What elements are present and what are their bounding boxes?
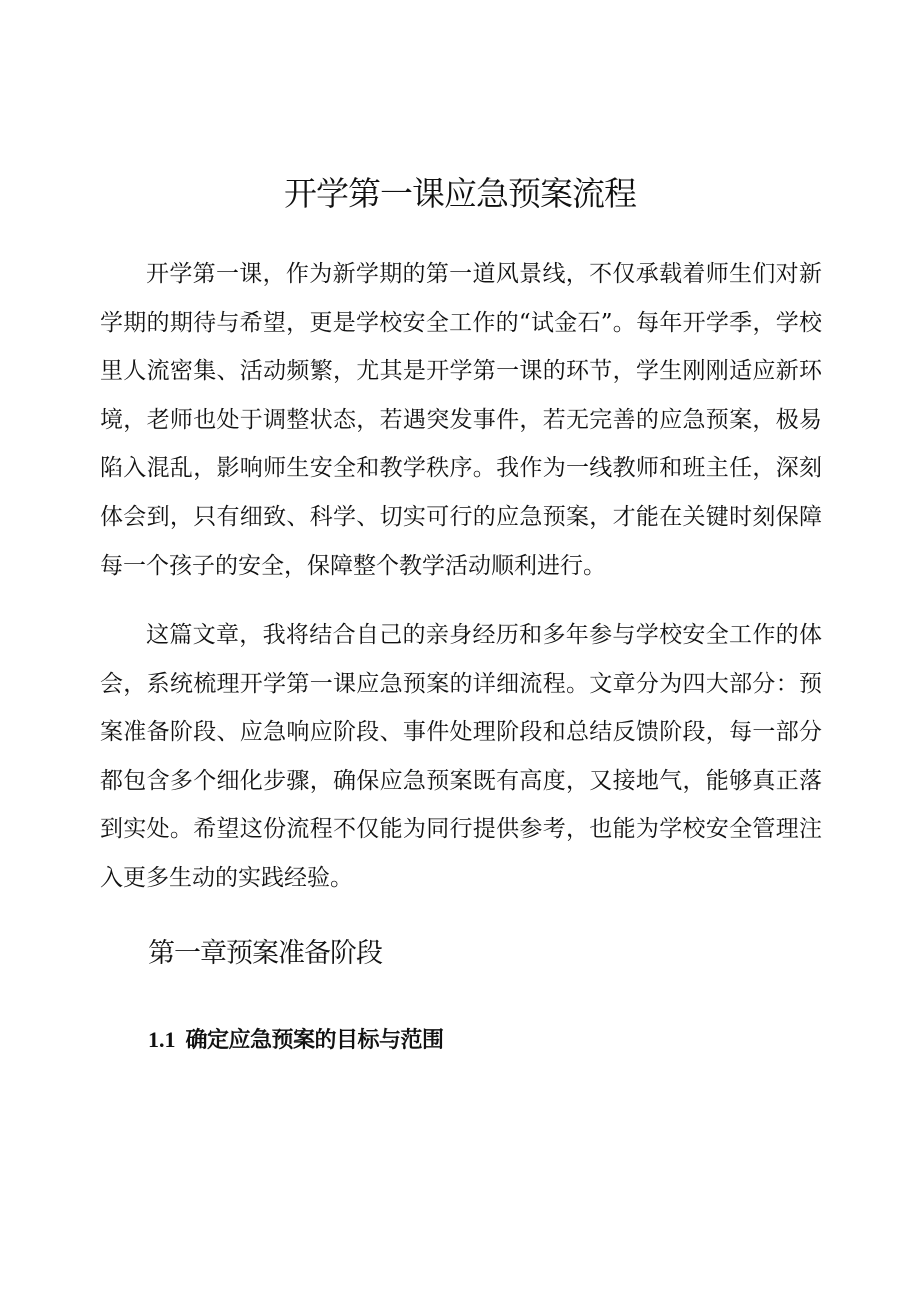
chapter-heading: 第一章预案准备阶段 <box>148 938 382 969</box>
section-number: 1.1 <box>148 1027 176 1052</box>
section-heading <box>148 1023 444 1058</box>
document-title: 开学第一课应急预案流程 <box>284 174 636 213</box>
section-title: 确定应急预案的目标与范围 <box>185 1028 444 1053</box>
intro-paragraph-2: 这篇文章，我将结合自己的亲身经历和多年参与学校安全工作的体会，系统梳理开学第一课应急预案的详细流程。文章分为四大部分：预案准备阶段、应急响应阶段、事件处理阶段和总结反馈阶段，每一部分都包含多个细化步骤，确保应急预案既有高度，又接地气，能够真正落到实处。希望这份流程不仅能为同行提供参考，也能为学校安全管理注入更多生动的实践经验。 <box>100 622 822 891</box>
intro-paragraph-1: 开学第一课，作为新学期的第一道风景线，不仅承载着师生们对新学期的期待与希望，更是学校安全工作的“试金石”。每年开学季，学校里人流密集、活动频繁，尤其是开学第一课的环节，学生刚刚适应新环境，老师也处于调整状态，若遇突发事件，若无完善的应急预案，极易陷入混乱，影响师生安全和教学秩序。我作为一线教师和班主任，深刻体会到，只有细致、科学、切实可行的应急预案，才能在关键时刻保障每一个孩子的安全，保障整个教学活动顺利进行。 <box>100 261 822 579</box>
